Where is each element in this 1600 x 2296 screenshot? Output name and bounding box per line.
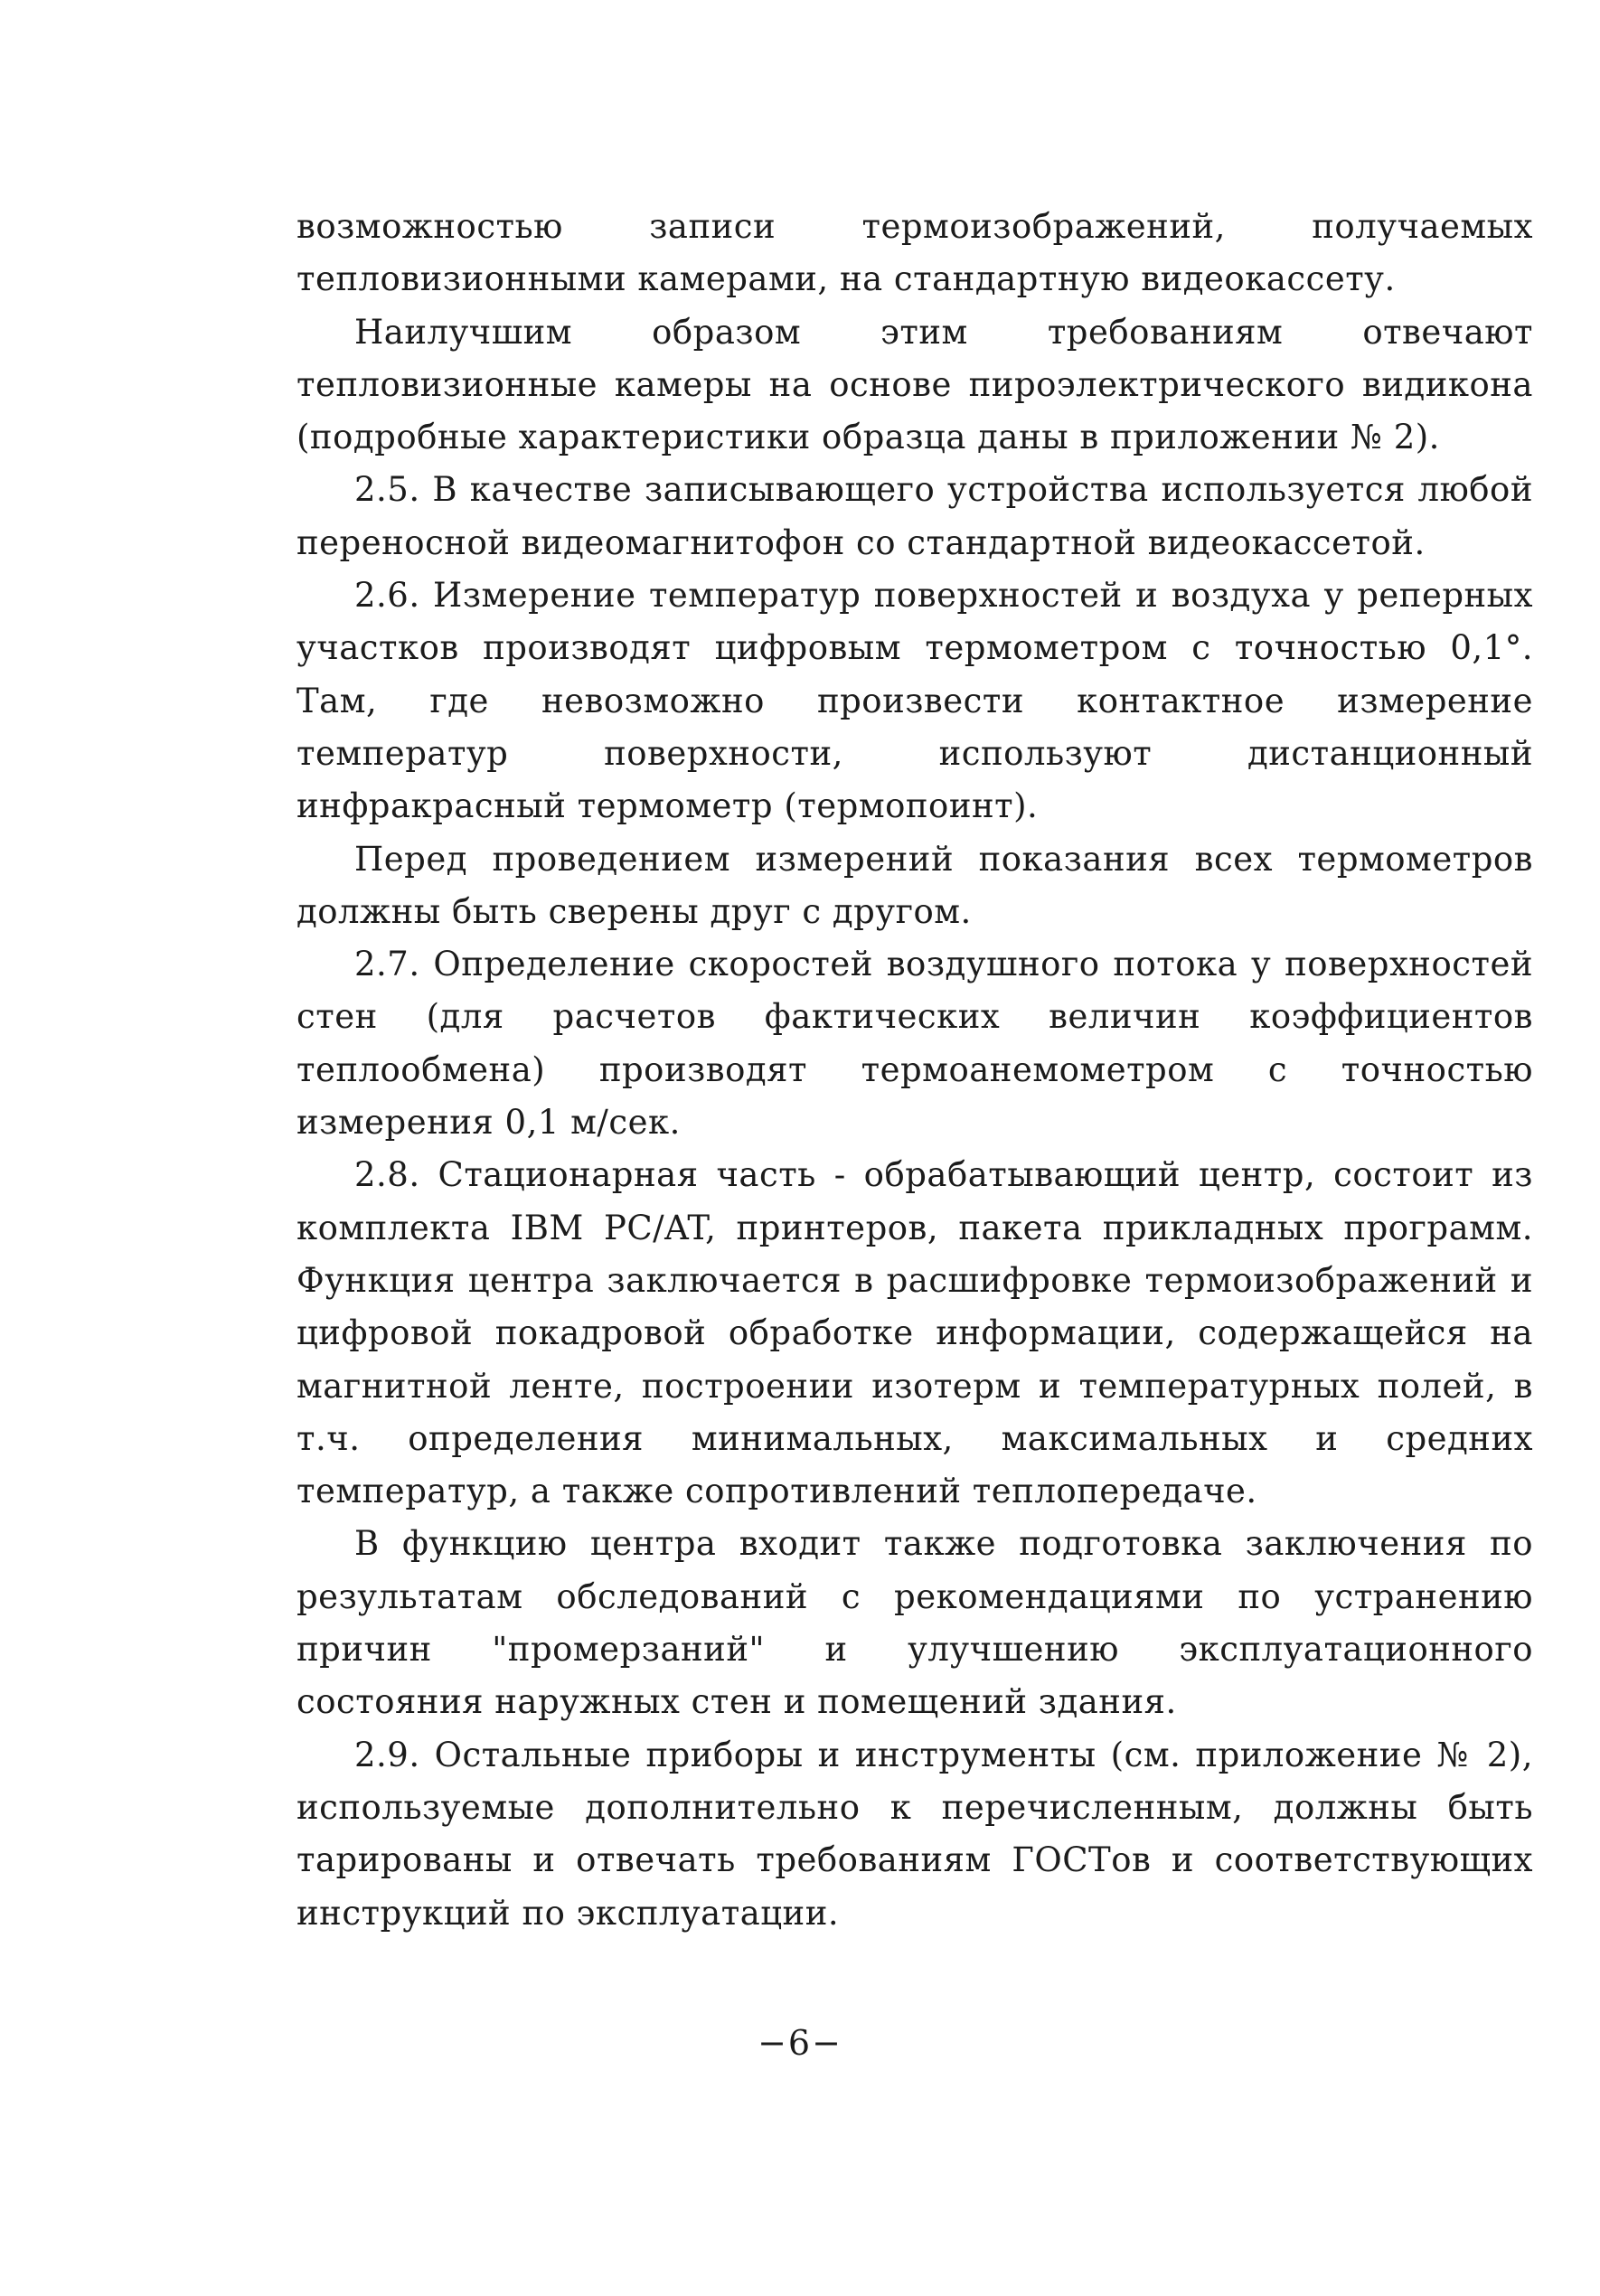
paragraph-2-8: 2.8. Стационарная часть - обрабатывающий центр, состоит из комплекта IBM PC/AT, принтеров, пакета прикладных программ. Функция центра заключается в расшифровке термоизображений и цифровой покадровой обработке информации, содержащейся на магнитной ленте, построении изотерм и температурных полей, в т.ч. определения минимальных, максимальных и средних температур, а также сопротивлений теплопередаче. bbox=[296, 1155, 1533, 1511]
paragraph-2-5: 2.5. В качестве записывающего устройства используется любой переносной видеомагнитофон со стандартной видеокассетой. bbox=[296, 470, 1533, 562]
paragraph-thermometers-check: Перед проведением измерений показания всех термометров должны быть сверены друг с другом. bbox=[296, 839, 1533, 931]
body-text bbox=[296, 201, 1533, 1940]
paragraph-thermal-cameras: Наилучшим образом этим требованиям отвечают тепловизионные камеры на основе пироэлектрического видикона (подробные характеристики образца даны в приложении № 2). bbox=[296, 312, 1533, 457]
paragraph-2-7: 2.7. Определение скоростей воздушного потока у поверхностей стен (для расчетов фактических величин коэффициентов теплообмена) производят термоанемометром с точностью измерения 0,1 м/сек. bbox=[296, 945, 1533, 1143]
paragraph-center-function: В функцию центра входит также подготовка заключения по результатам обследований с рекомендациями по устранению причин "промерзаний" и улучшению эксплуатационного состояния наружных стен и помещений здания. bbox=[296, 1524, 1533, 1722]
paragraph-2-9: 2.9. Остальные приборы и инструменты (см. приложение № 2), используемые дополнительно к перечисленным, должны быть тарированы и отвечать требованиям ГОСТов и соответствующих инструкций по эксплуатации. bbox=[296, 1735, 1533, 1933]
paragraph-continuation: возможностью записи термоизображений, получаемых тепловизионными камерами, на стандартную видеокассету. bbox=[296, 207, 1533, 299]
page-number: −6− bbox=[758, 2023, 842, 2063]
paragraph-2-6: 2.6. Измерение температур поверхностей и воздуха у реперных участков производят цифровым термометром с точностью 0,1°. Там, где невозможно произвести контактное измерение температур поверхности, используют дистанционный инфракрасный термометр (термопоинт). bbox=[296, 576, 1533, 826]
